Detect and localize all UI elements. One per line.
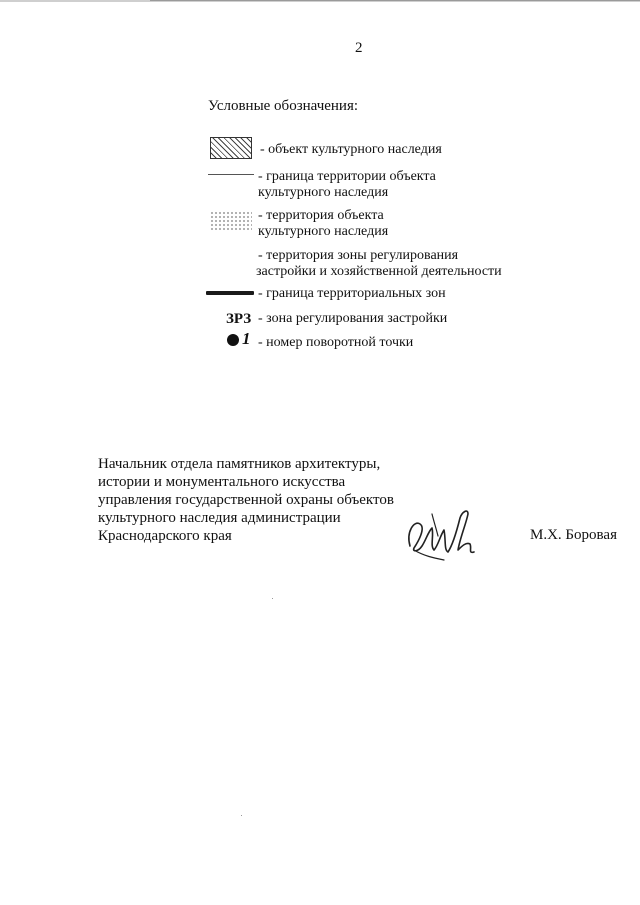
page-number: 2 [355,40,363,56]
scan-speck [241,815,242,816]
signatory-position [98,455,394,545]
thick-line-symbol-icon [206,291,254,295]
turning-point-number-symbol: 1 [242,329,251,348]
turning-point-dot-icon [227,334,239,346]
legend-title: Условные обозначения: [208,98,359,114]
legend-item-text: - территория зоны регулирования [258,248,459,263]
legend-item-building-regulation-zone [258,311,447,327]
legend-item-text: культурного наследия [258,224,389,239]
handwritten-signature-icon [404,506,484,568]
signer-name: М.Х. Боровая [530,527,617,543]
legend-item-text: - номер поворотной точки [258,335,414,350]
legend-item-text: культурного наследия [258,185,389,200]
legend-item-text: - граница территориальных зон [258,286,446,301]
legend-item-text: застройки и хозяйственной деятельности [256,264,502,279]
position-line: истории и монументального искусства [98,474,346,490]
position-line: управления государственной охраны объектов [98,492,394,508]
position-line: Начальник отдела памятников архитектуры, [98,456,381,472]
hatch-symbol-icon [210,137,252,159]
dotted-fill-symbol-icon [210,211,252,231]
scan-speck [272,598,273,599]
zrz-symbol: ЗРЗ [226,311,252,327]
legend-item-heritage-object [260,142,442,158]
legend-item-regulation-zone-territory [256,248,502,280]
position-line: Краснодарского края [98,528,232,544]
legend-item-text: - зона регулирования застройки [258,311,448,326]
legend-item-text: - объект культурного наследия [260,142,442,157]
legend-item-heritage-territory [258,208,388,240]
legend-item-text: - территория объекта [258,208,384,223]
legend-item-turning-point [258,335,413,351]
legend-item-heritage-boundary [258,169,436,201]
legend-item-text: - граница территории объекта [258,169,436,184]
position-line: культурного наследия администрации [98,510,341,526]
legend-item-zone-boundary [258,286,446,302]
thin-line-symbol-icon [208,174,254,175]
scan-edge-line [150,0,640,1]
